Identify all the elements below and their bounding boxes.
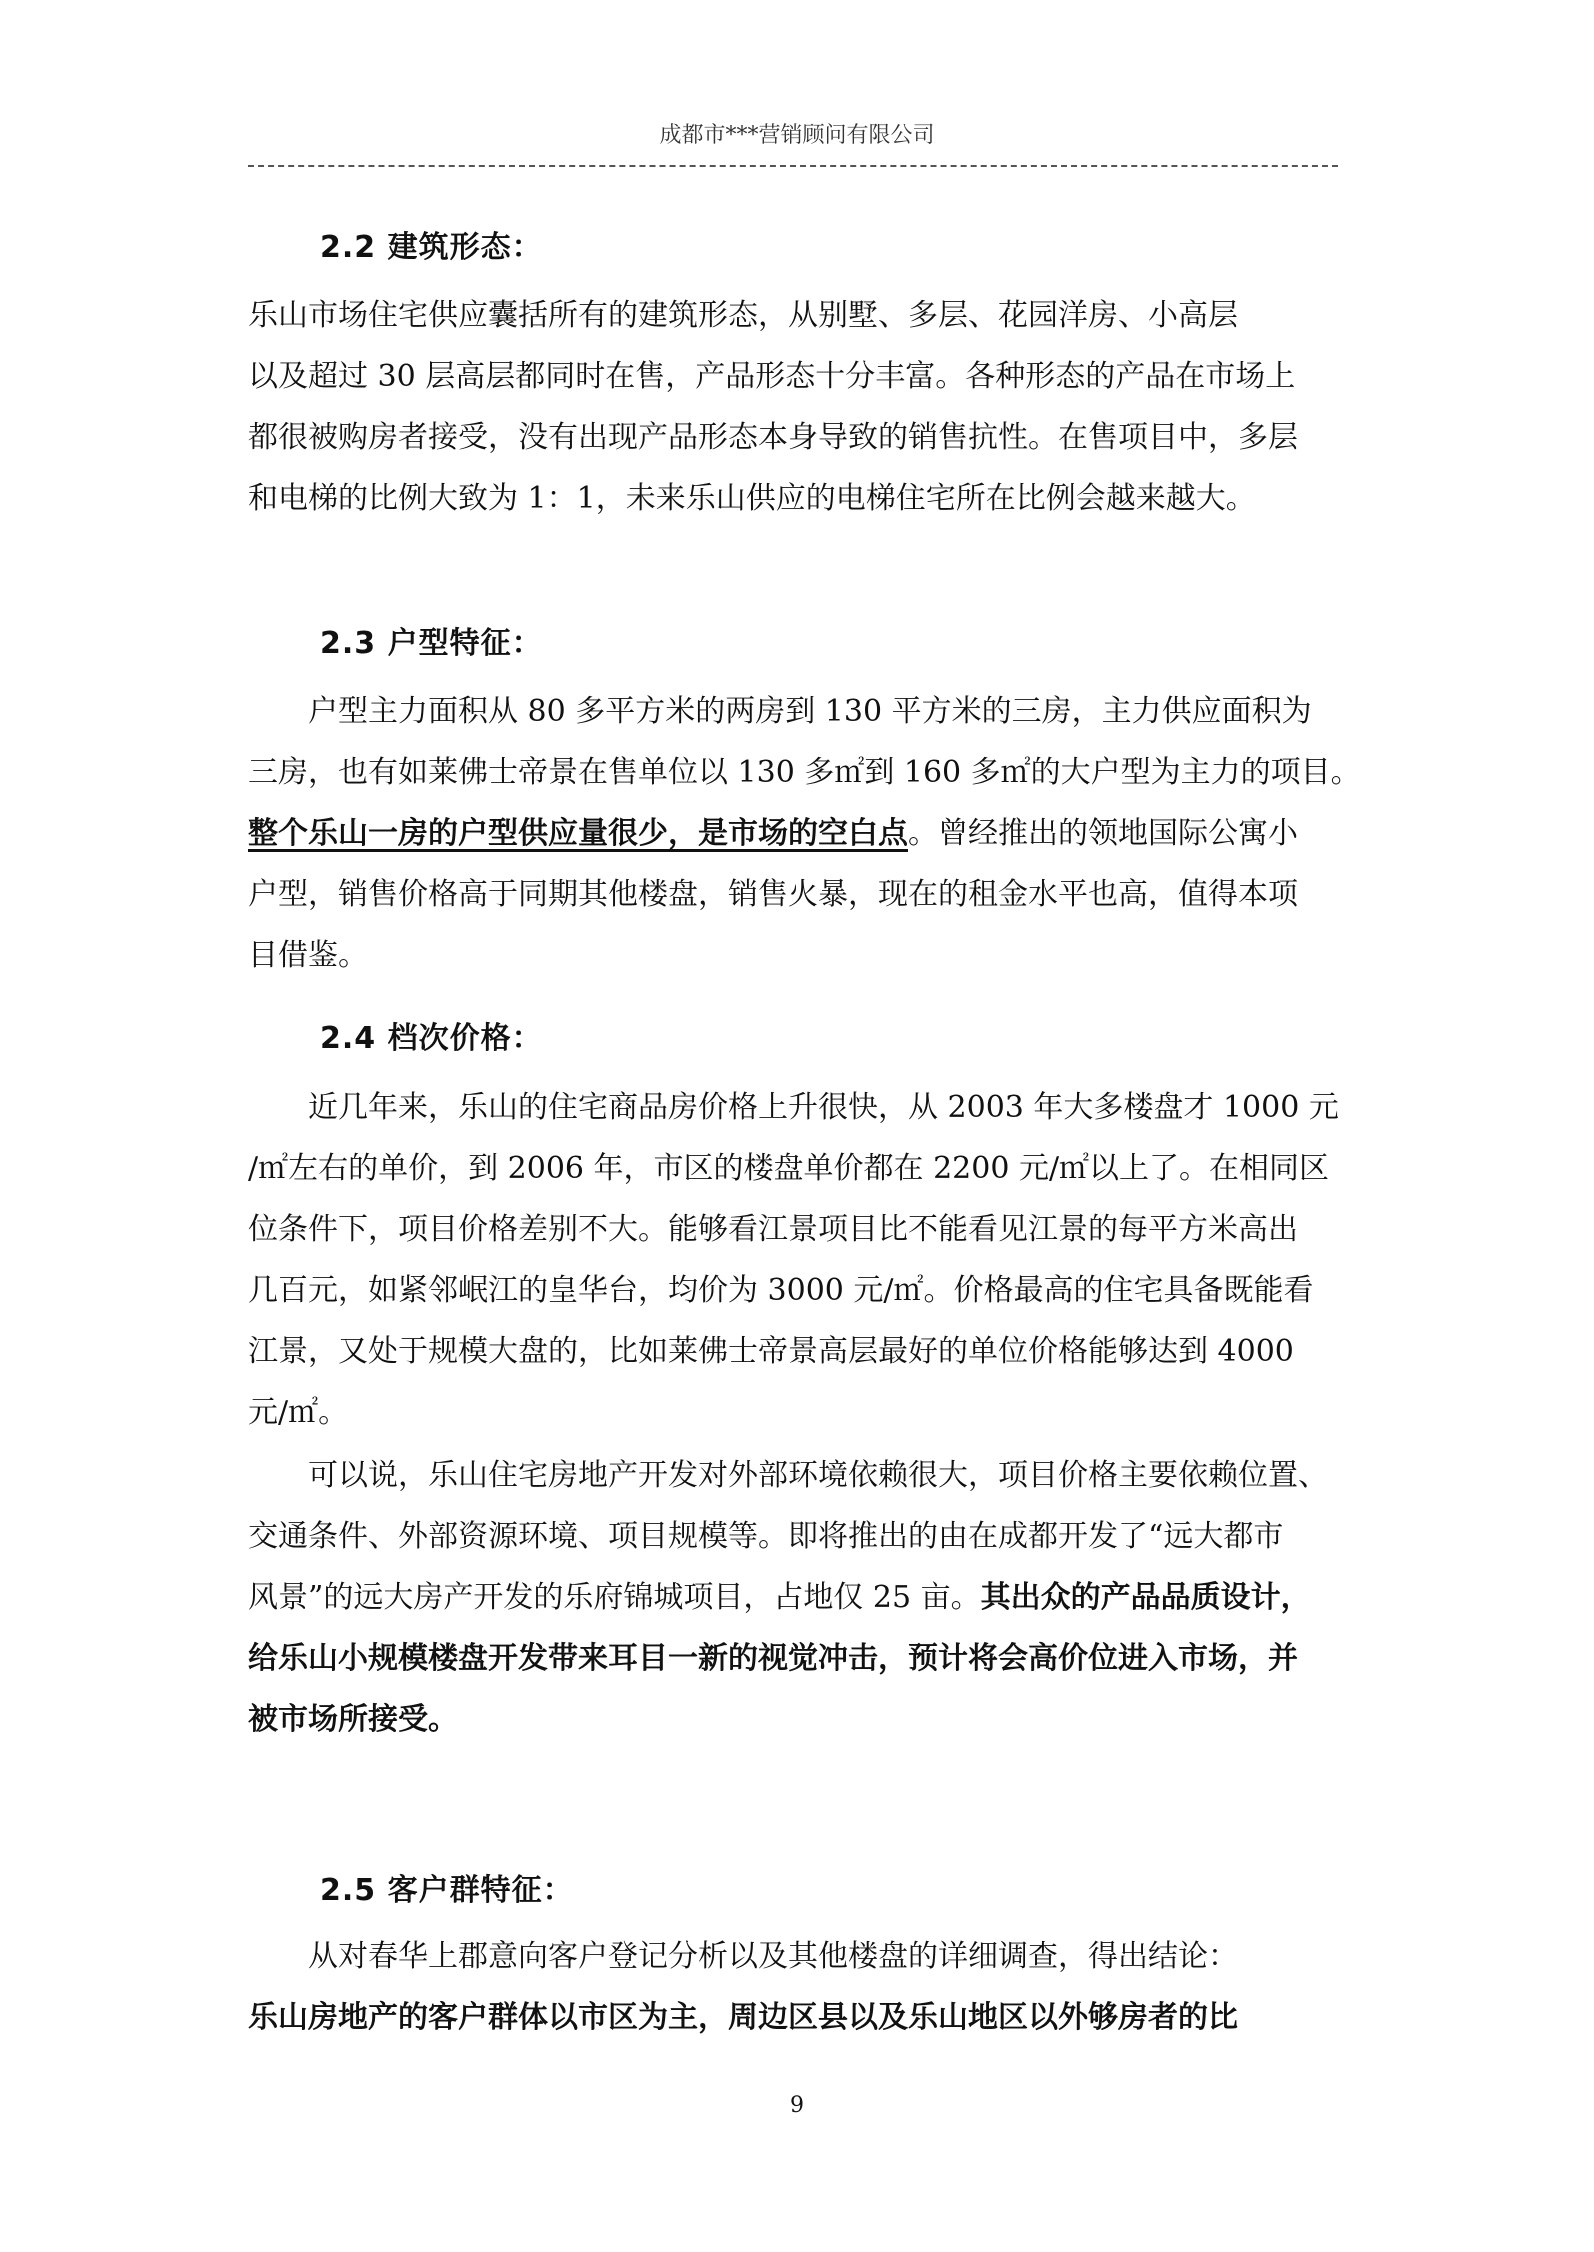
section-2-5-paragraph (248, 1926, 1360, 2048)
page-header: 成都市***营销顾问有限公司 (659, 123, 935, 148)
paragraph-line: /㎡左右的单价，到 2006 年，市区的楼盘单价都在 2200 元/㎡以上了。在相同区 (248, 1151, 1330, 1186)
paragraph-line (248, 1567, 1360, 1628)
paragraph-line: 以及超过 30 层高层都同时在售，产品形态十分丰富。各种形态的产品在市场上 (248, 359, 1296, 394)
paragraph-line: 位条件下，项目价格差别不大。能够看江景项目比不能看见江景的每平方米高出 (248, 1212, 1298, 1247)
page-number: 9 (790, 2093, 804, 2118)
paragraph-line (248, 803, 1360, 864)
paragraph-line: 从对春华上郡意向客户登记分析以及其他楼盘的详细调查，得出结论： (308, 1939, 1238, 1974)
paragraph-line: 可以说，乐山住宅房地产开发对外部环境依赖很大，项目价格主要依赖位置、 (308, 1458, 1328, 1493)
paragraph-line: 交通条件、外部资源环境、项目规模等。即将推出的由在成都开发了“远大都市 (248, 1519, 1284, 1554)
paragraph-text: 风景”的远大房产开发的乐府锦城项目，占地仅 25 亩。 (248, 1580, 981, 1615)
paragraph-line: 和电梯的比例大致为 1：1，未来乐山供应的电梯住宅所在比例会越来越大。 (248, 481, 1256, 516)
paragraph-line: 户型主力面积从 80 多平方米的两房到 130 平方米的三房，主力供应面积为 (308, 694, 1312, 729)
section-heading-2-5: 2.5 客户群特征： (320, 1873, 574, 1908)
paragraph-line: 给乐山小规模楼盘开发带来耳目一新的视觉冲击，预计将会高价位进入市场，并 (248, 1641, 1298, 1676)
section-heading-2-3: 2.3 户型特征： (320, 626, 543, 661)
section-2-2-paragraph (248, 285, 1360, 529)
header-divider (248, 165, 1338, 167)
paragraph-line: 三房，也有如莱佛士帝景在售单位以 130 多㎡到 160 多㎡的大户型为主力的项目。 (248, 755, 1361, 790)
paragraph-line: 目借鉴。 (248, 938, 368, 973)
paragraph-line: 乐山房地产的客户群体以市区为主，周边区县以及乐山地区以外够房者的比 (248, 2000, 1238, 2035)
section-heading-2-2: 2.2 建筑形态： (320, 230, 543, 265)
section-2-4-paragraph-1 (248, 1077, 1360, 1443)
bold-text: 其出众的产品品质设计， (980, 1580, 1311, 1615)
paragraph-line: 江景，又处于规模大盘的，比如莱佛士帝景高层最好的单位价格能够达到 4000 (248, 1334, 1294, 1369)
section-2-3-paragraph (248, 681, 1360, 986)
paragraph-line: 近几年来，乐山的住宅商品房价格上升很快，从 2003 年大多楼盘才 1000 元 (308, 1090, 1339, 1125)
paragraph-line: 乐山市场住宅供应囊括所有的建筑形态，从别墅、多层、花园洋房、小高层 (248, 298, 1238, 333)
paragraph-line: 元/㎡。 (248, 1395, 349, 1430)
paragraph-text: 。曾经推出的领地国际公寓小 (908, 816, 1298, 851)
paragraph-line: 都很被购房者接受，没有出现产品形态本身导致的销售抗性。在售项目中，多层 (248, 420, 1298, 455)
paragraph-line: 户型，销售价格高于同期其他楼盘，销售火暴，现在的租金水平也高，值得本项 (248, 877, 1298, 912)
section-heading-2-4: 2.4 档次价格： (320, 1021, 543, 1056)
section-2-4-paragraph-2 (248, 1445, 1360, 1750)
paragraph-line: 几百元，如紧邻岷江的皇华台，均价为 3000 元/㎡。价格最高的住宅具备既能看 (248, 1273, 1314, 1308)
highlighted-statement: 整个乐山一房的户型供应量很少，是市场的空白点 (248, 816, 908, 851)
paragraph-line: 被市场所接受。 (248, 1702, 458, 1737)
